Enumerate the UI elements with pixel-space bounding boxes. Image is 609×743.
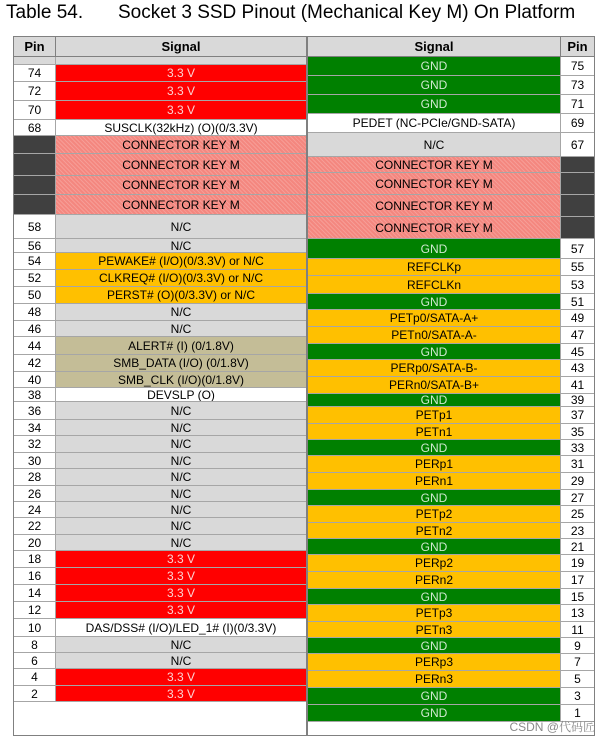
left-pin-number: 70 (14, 101, 56, 120)
left-pin-number: 74 (14, 65, 56, 82)
right-signal-cell: PETp1 (308, 407, 560, 424)
right-signal-cell: REFCLKp (308, 259, 560, 276)
watermark: CSDN @代码匠 (509, 720, 595, 734)
left-pin-number: 26 (14, 486, 56, 502)
left-signal-cell: N/C (56, 518, 306, 535)
right-signal-cell: N/C (308, 133, 560, 157)
left-pin-number: 14 (14, 585, 56, 602)
right-signal-cell: PERn0/SATA-B+ (308, 377, 560, 394)
left-pin-number: 28 (14, 469, 56, 486)
right-pin-number: 3 (560, 688, 594, 705)
left-pin-number: 30 (14, 453, 56, 469)
right-signal-cell: PERn2 (308, 572, 560, 589)
left-pin-number: 12 (14, 602, 56, 619)
left-signal-cell: 3.3 V (56, 585, 306, 602)
left-signal-cell: N/C (56, 239, 306, 253)
left-pin-number (14, 136, 56, 154)
left-signal-cell: CONNECTOR KEY M (56, 136, 306, 154)
left-pin-number: 4 (14, 669, 56, 686)
right-signal-cell: GND (308, 539, 560, 555)
left-pin-header: Pin (14, 37, 56, 57)
left-pin-number (14, 195, 56, 215)
left-pin-number: 22 (14, 518, 56, 535)
table-title: Socket 3 SSD Pinout (Mechanical Key M) On Platform (118, 2, 576, 23)
right-pin-number: 1 (560, 705, 594, 722)
left-pin-number: 52 (14, 270, 56, 287)
left-pin-number: 36 (14, 402, 56, 420)
left-pin-number: 34 (14, 420, 56, 436)
left-pin-number: 68 (14, 120, 56, 136)
left-pin-number: 2 (14, 686, 56, 702)
right-pin-number: 41 (560, 377, 594, 394)
left-signal-cell: SMB_DATA (I/O) (0/1.8V) (56, 355, 306, 372)
right-signal-cell: PERn1 (308, 473, 560, 490)
right-signal-cell: REFCLKn (308, 276, 560, 294)
left-pin-number: 40 (14, 372, 56, 388)
right-pin-number: 33 (560, 440, 594, 456)
right-pin-number: 55 (560, 259, 594, 276)
right-pin-number: 37 (560, 407, 594, 424)
left-pin-number: 10 (14, 619, 56, 637)
left-pin-number: 18 (14, 551, 56, 568)
left-pin-number: 32 (14, 436, 56, 453)
left-signal-cell: 3.3 V (56, 551, 306, 568)
right-signal-cell: PETn2 (308, 523, 560, 539)
right-pin-number: 69 (560, 114, 594, 133)
right-pin-number: 27 (560, 490, 594, 506)
right-signal-cell: CONNECTOR KEY M (308, 157, 560, 173)
left-pin-number: 58 (14, 215, 56, 239)
left-signal-cell (56, 57, 306, 65)
right-signal-cell: PERn3 (308, 671, 560, 688)
right-pin-number: 39 (560, 394, 594, 407)
left-signal-cell: 3.3 V (56, 669, 306, 686)
left-signal-cell: DEVSLP (O) (56, 388, 306, 402)
left-signal-cell: PERST# (O)(0/3.3V) or N/C (56, 287, 306, 304)
right-signal-cell: GND (308, 239, 560, 259)
right-signal-cell: GND (308, 688, 560, 705)
right-pin-number (560, 157, 594, 173)
right-signal-cell: PEDET (NC-PCIe/GND-SATA) (308, 114, 560, 133)
right-signal-cell: GND (308, 344, 560, 360)
left-pin-number: 48 (14, 304, 56, 321)
right-signal-cell: GND (308, 95, 560, 114)
right-signal-cell: GND (308, 440, 560, 456)
left-signal-cell: N/C (56, 535, 306, 551)
left-signal-cell: N/C (56, 502, 306, 518)
left-signal-cell: 3.3 V (56, 82, 306, 101)
right-signal-cell: GND (308, 490, 560, 506)
left-pin-number: 16 (14, 568, 56, 585)
left-signal-cell: DAS/DSS# (I/O)/LED_1# (I)(0/3.3V) (56, 619, 306, 637)
right-pin-number: 11 (560, 622, 594, 638)
right-pin-number: 9 (560, 638, 594, 654)
right-pin-number: 73 (560, 76, 594, 95)
right-signal-cell: PERp1 (308, 456, 560, 473)
left-pin-number: 38 (14, 388, 56, 402)
right-pin-number: 15 (560, 589, 594, 605)
left-signal-cell: SMB_CLK (I/O)(0/1.8V) (56, 372, 306, 388)
right-pin-number: 71 (560, 95, 594, 114)
right-pin-number (560, 195, 594, 217)
right-signal-cell: PERp0/SATA-B- (308, 360, 560, 377)
left-signal-cell: 3.3 V (56, 602, 306, 619)
right-signal-cell: GND (308, 394, 560, 407)
right-signal-cell: PERp3 (308, 654, 560, 671)
right-pin-number (560, 217, 594, 239)
left-signal-cell: SUSCLK(32kHz) (O)(0/3.3V) (56, 120, 306, 136)
table-caption (6, 2, 575, 24)
right-signal-cell: PETp0/SATA-A+ (308, 310, 560, 327)
right-signal-cell: PETp2 (308, 506, 560, 523)
right-pin-number: 23 (560, 523, 594, 539)
left-pin-number: 46 (14, 321, 56, 337)
left-pin-number: 6 (14, 653, 56, 669)
right-signal-cell: GND (308, 638, 560, 654)
left-pin-number (14, 57, 56, 65)
left-signal-cell: PEWAKE# (I/O)(0/3.3V) or N/C (56, 253, 306, 270)
right-pin-number: 13 (560, 605, 594, 622)
right-pin-number: 57 (560, 239, 594, 259)
left-signal-cell: 3.3 V (56, 686, 306, 702)
right-pin-column (307, 36, 595, 736)
left-signal-cell: N/C (56, 420, 306, 436)
right-pin-number (560, 173, 594, 195)
right-pin-number: 5 (560, 671, 594, 688)
left-signal-cell: N/C (56, 215, 306, 239)
right-pin-number: 47 (560, 327, 594, 344)
right-pin-number: 19 (560, 555, 594, 572)
right-signal-cell: GND (308, 76, 560, 95)
right-pin-number: 45 (560, 344, 594, 360)
left-pin-number: 42 (14, 355, 56, 372)
right-pin-number: 67 (560, 133, 594, 157)
right-signal-cell: PETn0/SATA-A- (308, 327, 560, 344)
left-pin-number: 8 (14, 637, 56, 653)
right-pin-number: 53 (560, 276, 594, 294)
right-signal-cell: GND (308, 57, 560, 76)
right-signal-cell: PETn1 (308, 424, 560, 440)
left-pin-number: 20 (14, 535, 56, 551)
left-signal-cell: N/C (56, 402, 306, 420)
right-pin-number: 25 (560, 506, 594, 523)
right-signal-header: Signal (308, 37, 560, 57)
right-pin-number: 31 (560, 456, 594, 473)
left-pin-number: 56 (14, 239, 56, 253)
right-pin-number: 21 (560, 539, 594, 555)
left-signal-header: Signal (56, 37, 306, 57)
right-signal-cell: GND (308, 294, 560, 310)
right-pin-header: Pin (560, 37, 594, 57)
left-signal-cell: CONNECTOR KEY M (56, 154, 306, 176)
right-signal-cell: GND (308, 705, 560, 722)
left-signal-cell: CONNECTOR KEY M (56, 195, 306, 215)
left-signal-cell: CLKREQ# (I/O)(0/3.3V) or N/C (56, 270, 306, 287)
right-signal-cell: GND (308, 589, 560, 605)
left-signal-cell: 3.3 V (56, 101, 306, 120)
right-pin-number: 17 (560, 572, 594, 589)
right-signal-cell: CONNECTOR KEY M (308, 217, 560, 239)
left-signal-cell: N/C (56, 469, 306, 486)
left-signal-cell: N/C (56, 653, 306, 669)
left-pin-number: 24 (14, 502, 56, 518)
left-pin-number (14, 154, 56, 176)
left-signal-cell: N/C (56, 304, 306, 321)
left-signal-cell: N/C (56, 637, 306, 653)
right-pin-number: 43 (560, 360, 594, 377)
left-pin-column (13, 36, 307, 736)
left-signal-cell: 3.3 V (56, 65, 306, 82)
left-pin-number: 50 (14, 287, 56, 304)
left-pin-number: 44 (14, 337, 56, 355)
left-signal-cell: N/C (56, 321, 306, 337)
right-signal-cell: CONNECTOR KEY M (308, 173, 560, 195)
left-signal-cell: ALERT# (I) (0/1.8V) (56, 337, 306, 355)
right-pin-number: 51 (560, 294, 594, 310)
right-signal-cell: PERp2 (308, 555, 560, 572)
left-pin-number: 54 (14, 253, 56, 270)
right-signal-cell: PETp3 (308, 605, 560, 622)
left-signal-cell: N/C (56, 436, 306, 453)
right-signal-cell: PETn3 (308, 622, 560, 638)
right-pin-number: 7 (560, 654, 594, 671)
left-signal-cell: CONNECTOR KEY M (56, 176, 306, 195)
right-pin-number: 75 (560, 57, 594, 76)
right-pin-number: 49 (560, 310, 594, 327)
right-pin-number: 35 (560, 424, 594, 440)
left-pin-number (14, 176, 56, 195)
right-pin-number: 29 (560, 473, 594, 490)
left-signal-cell: N/C (56, 486, 306, 502)
left-signal-cell: N/C (56, 453, 306, 469)
right-signal-cell: CONNECTOR KEY M (308, 195, 560, 217)
table-number: Table 54. (6, 2, 84, 23)
left-pin-number: 72 (14, 82, 56, 101)
left-signal-cell: 3.3 V (56, 568, 306, 585)
